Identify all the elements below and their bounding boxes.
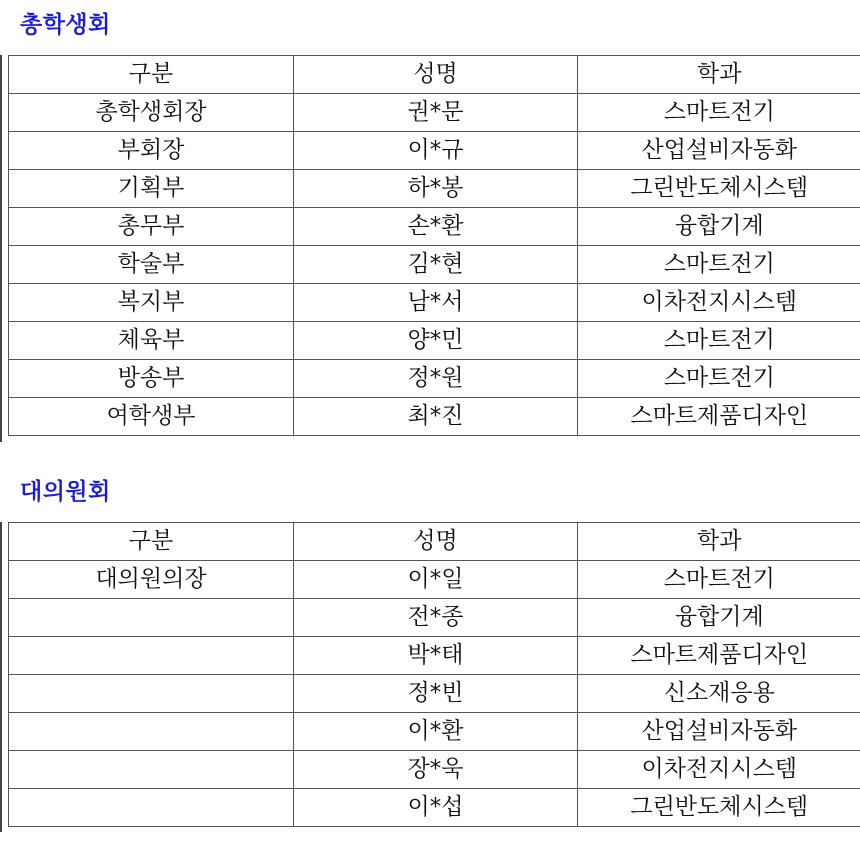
table-row (9, 398, 860, 436)
cell-name: 하*봉 (294, 170, 578, 208)
cell-name: 박*태 (294, 637, 578, 675)
cell-name: 손*환 (294, 208, 578, 246)
table-row (9, 561, 860, 599)
cell-name: 남*서 (294, 284, 578, 322)
cell-department: 스마트전기 (578, 322, 860, 360)
cell-department: 스마트제품디자인 (578, 637, 860, 675)
student-council-table (8, 55, 860, 436)
delegate-council-table-container (8, 522, 860, 827)
table-left-border (0, 522, 2, 832)
cell-role (9, 675, 294, 713)
header-name: 성명 (294, 56, 578, 94)
table-row (9, 713, 860, 751)
cell-role (9, 751, 294, 789)
table-row (9, 675, 860, 713)
table-row (9, 360, 860, 398)
cell-department: 스마트제품디자인 (578, 398, 860, 436)
cell-role: 총무부 (9, 208, 294, 246)
cell-name: 권*문 (294, 94, 578, 132)
cell-name: 이*환 (294, 713, 578, 751)
table-row (9, 789, 860, 827)
cell-name: 최*진 (294, 398, 578, 436)
cell-name: 양*민 (294, 322, 578, 360)
table-row (9, 132, 860, 170)
cell-role: 복지부 (9, 284, 294, 322)
section-title-student-council: 총학생회 (20, 12, 111, 38)
cell-department: 스마트전기 (578, 561, 860, 599)
cell-department: 산업설비자동화 (578, 132, 860, 170)
cell-department: 신소재응용 (578, 675, 860, 713)
header-name: 성명 (294, 523, 578, 561)
table-row (9, 637, 860, 675)
cell-name: 전*종 (294, 599, 578, 637)
cell-name: 이*규 (294, 132, 578, 170)
cell-name: 이*섭 (294, 789, 578, 827)
section-title-delegate-council: 대의원회 (20, 479, 111, 505)
cell-role: 체육부 (9, 322, 294, 360)
cell-role (9, 789, 294, 827)
cell-role: 학술부 (9, 246, 294, 284)
table-row (9, 599, 860, 637)
cell-role (9, 713, 294, 751)
cell-role: 방송부 (9, 360, 294, 398)
cell-name: 정*원 (294, 360, 578, 398)
cell-department: 이차전지시스템 (578, 284, 860, 322)
cell-role: 대의원의장 (9, 561, 294, 599)
cell-department: 융합기계 (578, 599, 860, 637)
cell-department: 융합기계 (578, 208, 860, 246)
cell-role (9, 637, 294, 675)
cell-name: 정*빈 (294, 675, 578, 713)
cell-department: 이차전지시스템 (578, 751, 860, 789)
cell-department: 스마트전기 (578, 360, 860, 398)
cell-department: 스마트전기 (578, 246, 860, 284)
cell-role: 여학생부 (9, 398, 294, 436)
cell-role: 부회장 (9, 132, 294, 170)
cell-role: 기획부 (9, 170, 294, 208)
table-row (9, 322, 860, 360)
table-row (9, 284, 860, 322)
cell-role: 총학생회장 (9, 94, 294, 132)
cell-department: 그린반도체시스템 (578, 789, 860, 827)
cell-name: 장*욱 (294, 751, 578, 789)
header-department: 학과 (578, 523, 860, 561)
cell-role (9, 599, 294, 637)
table-row (9, 208, 860, 246)
cell-department: 스마트전기 (578, 94, 860, 132)
table-row (9, 170, 860, 208)
table-header-row (9, 523, 860, 561)
table-header-row (9, 56, 860, 94)
table-row (9, 751, 860, 789)
cell-department: 산업설비자동화 (578, 713, 860, 751)
cell-name: 이*일 (294, 561, 578, 599)
header-department: 학과 (578, 56, 860, 94)
header-role: 구분 (9, 523, 294, 561)
table-left-border (0, 55, 2, 442)
header-role: 구분 (9, 56, 294, 94)
cell-name: 김*현 (294, 246, 578, 284)
table-row (9, 246, 860, 284)
student-council-table-container (8, 55, 860, 436)
delegate-council-table (8, 522, 860, 827)
cell-department: 그린반도체시스템 (578, 170, 860, 208)
table-row (9, 94, 860, 132)
